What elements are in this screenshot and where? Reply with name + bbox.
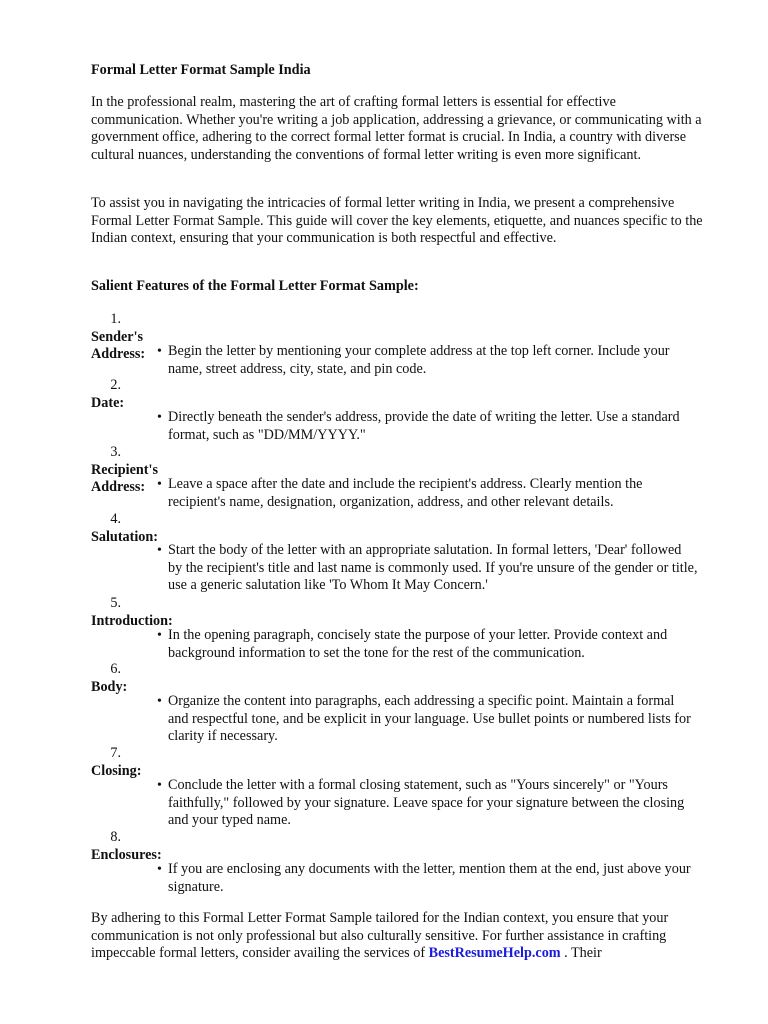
list-item-label: Sender's Address: [91,328,146,363]
bullet-icon: • [157,628,162,643]
list-item-number: 3.Recipient's Address: [91,444,158,496]
list-item-number: 4.Salutation: [91,511,159,545]
intro-paragraph-2: To assist you in navigating the intricacies of formal letter writing in India, we present a comprehensive Formal Letter Format Sample. This guide will cover the key elements, etiquette, and nuances specific to the Indian context, ensuring that your communication is both respectful and effective. [91,195,703,247]
list-item-bullet: • Begin the letter by mentioning your complete address at the top left corner. Include your name, street address, city, state, and pin code. [157,343,670,377]
features-heading: Salient Features of the Formal Letter Format Sample: [91,278,419,294]
list-item-number: 1.Sender's Address: [91,311,146,363]
list-item-number: 5.Introduction: [91,595,173,629]
list-item-label: Date: [91,394,125,411]
list-item-label: Enclosures: [91,846,162,863]
bullet-icon: • [157,344,162,359]
list-item-label: Introduction: [91,612,173,629]
bullet-icon: • [157,862,162,877]
bullet-icon: • [157,543,162,558]
bullet-icon: • [157,778,162,793]
bestresumehelp-link[interactable]: BestResumeHelp.com [428,945,561,962]
list-item-bullet: • Directly beneath the sender's address, provide the date of writing the letter. Use a standard format, such as "DD/MM/YYYY." [157,409,680,443]
list-item-bullet: • Organize the content into paragraphs, each addressing a specific point. Maintain a formal and respectful tone, and be explicit in your language. Use bullet points or numbered lists for clarity if necessary. [157,693,691,745]
list-item-label: Recipient's Address: [91,461,158,496]
list-item-bullet: • In the opening paragraph, concisely state the purpose of your letter. Provide context and background information to set the tone for the rest of the communication. [157,627,668,661]
list-item-bullet: • Start the body of the letter with an appropriate salutation. In formal letters, 'Dear' followed by the recipient's title and last name is commonly used. If you're unsure of the gender or title, use a generic salutation like 'To Whom It May Concern.' [157,542,698,594]
bullet-icon: • [157,477,162,492]
bullet-icon: • [157,410,162,425]
page-title: Formal Letter Format Sample India [91,62,311,78]
bullet-icon: • [157,694,162,709]
list-item-bullet: • If you are enclosing any documents with the letter, mention them at the end, just above your signature. [157,861,691,895]
list-item-bullet: • Leave a space after the date and include the recipient's address. Clearly mention the recipient's name, designation, organization, address, and other relevant details. [157,476,643,510]
closing-paragraph: By adhering to this Formal Letter Format Sample tailored for the Indian context, you ensure that your communication is not only professional but also culturally sensitive. For further assistance in crafting impeccable formal letters, consider availing the services of BestResumeHelp.com . Their [91,910,669,962]
list-item-number: 6.Body: [91,661,128,695]
list-item-label: Closing: [91,762,142,779]
list-item-label: Salutation: [91,528,159,545]
list-item-number: 7.Closing: [91,745,142,779]
list-item-label: Body: [91,678,128,695]
list-item-number: 2.Date: [91,377,125,411]
list-item-number: 8.Enclosures: [91,829,162,863]
list-item-bullet: • Conclude the letter with a formal closing statement, such as "Yours sincerely" or "Yours faithfully," followed by your signature. Leave space for your signature between the closing and your typed name. [157,777,685,829]
intro-paragraph-1: In the professional realm, mastering the art of crafting formal letters is essential for effective communication. Whether you're writing a job application, addressing a grievance, or communicating with a government office, adhering to the correct formal letter format is crucial. In India, a country with diverse cultural nuances, understanding the conventions of formal letter writing is even more significant. [91,94,702,163]
